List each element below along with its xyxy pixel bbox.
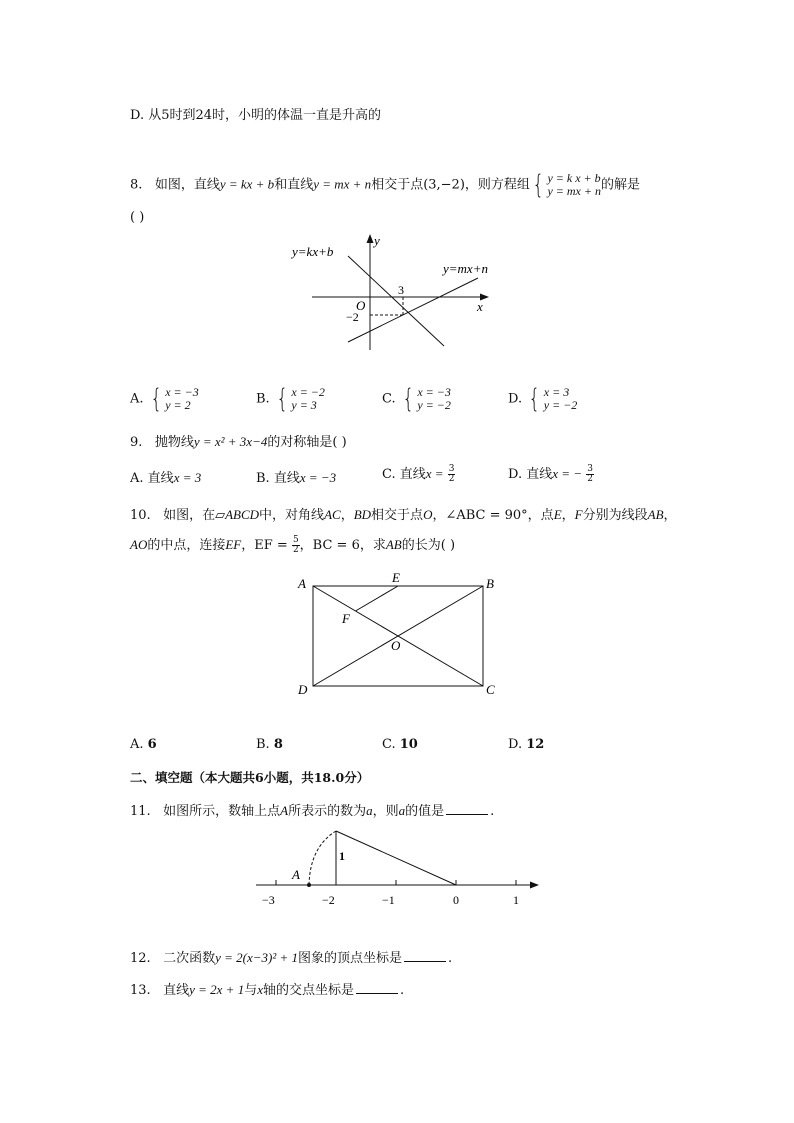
q10-segment-ef xyxy=(356,586,399,611)
q10-t1o: ， xyxy=(663,508,677,523)
q8-option-a-brace: { xyxy=(150,384,162,414)
q10-option-d xyxy=(508,737,544,752)
q10-t1l: F xyxy=(574,507,583,522)
q10-t1d: AC xyxy=(324,507,341,522)
q8-sys-eq1: y = k x + b xyxy=(547,171,601,185)
q8-label-line2: y=mx+n xyxy=(443,261,488,276)
section-score: 18.0 xyxy=(313,770,345,785)
section-title-a: 二、填空题（本大题共 xyxy=(130,770,256,785)
q8-option-c-eq1: x = −3 xyxy=(417,385,451,399)
q8-option-d-label: D. xyxy=(508,391,523,407)
q11-point: A xyxy=(280,803,289,818)
q10-option-d-value: 12 xyxy=(526,737,545,752)
q8-text-after: 的解是 xyxy=(600,177,640,193)
q8-option-d-eq1: x = 3 xyxy=(543,385,570,399)
q10-label-e: E xyxy=(392,570,400,585)
q10-t1e: ， xyxy=(340,508,354,523)
q10-label-c: C xyxy=(486,682,495,697)
q9-option-d-label: D. xyxy=(508,467,523,482)
q10-option-a xyxy=(130,737,157,752)
q10-t1i: ，∠ABC = 90°，点 xyxy=(432,508,554,523)
q8-option-c xyxy=(382,386,451,412)
q11-number-line-arrow xyxy=(530,882,539,889)
q9-option-b xyxy=(256,467,336,486)
q8-label-3: 3 xyxy=(398,283,404,297)
q9-stem xyxy=(130,431,347,450)
q10-option-c-label: C. xyxy=(382,737,396,752)
q11-number: 11. xyxy=(130,804,151,819)
q8-label-neg2: −2 xyxy=(346,310,359,324)
q11-text-b: 所表示的数为 xyxy=(288,804,367,819)
q12-number: 12. xyxy=(130,951,151,966)
q8-system xyxy=(547,172,601,198)
q8-option-b xyxy=(256,386,325,412)
q10-frac xyxy=(292,536,300,555)
q10-t2e: ，BC = 6，求 xyxy=(299,538,386,553)
q13-expr: y = 2x + 1 xyxy=(189,982,245,997)
q9-option-a-prefix: 直线 xyxy=(147,471,174,486)
q13-text-c: 轴的交点坐标是 xyxy=(263,983,355,998)
q11-stem xyxy=(130,800,494,819)
q11-tick-label-0: 0 xyxy=(453,893,459,907)
q9-text-before: 抛物线 xyxy=(154,435,194,450)
q10-option-a-value: 6 xyxy=(147,737,157,752)
q10-t1c: 中，对角线 xyxy=(259,508,325,523)
q8-line1: y = kx + b xyxy=(219,176,275,192)
q11-label-1: 1 xyxy=(339,849,345,863)
q10-t1m: 分别为线段 xyxy=(582,508,648,523)
q9-option-d-den: 2 xyxy=(587,474,593,484)
q10-t1g: 相交于点 xyxy=(371,508,424,523)
q8-option-b-eq2: y = 3 xyxy=(291,398,317,412)
q12-expr: y = 2(x−3)² + 1 xyxy=(215,950,299,965)
q11-dashed-arc xyxy=(309,831,336,885)
q11-text-d: 的值是 xyxy=(405,804,445,819)
q13-answer-blank[interactable] xyxy=(356,981,398,994)
q12-stem xyxy=(130,947,452,966)
q10-line2 xyxy=(130,534,455,557)
q8-stem xyxy=(130,172,640,198)
q11-text-c: ，则 xyxy=(372,804,399,819)
q10-t1b: ABCD xyxy=(225,507,260,522)
q9-text-after: 的对称轴是( ) xyxy=(267,435,347,450)
q8-label-x: x xyxy=(477,299,483,314)
q12-text-a: 二次函数 xyxy=(163,951,216,966)
q8-option-b-label: B. xyxy=(256,391,270,407)
q11-label-a: A xyxy=(292,867,300,882)
q9-option-b-prefix: 直线 xyxy=(273,471,300,486)
q10-frac-num: 5 xyxy=(292,535,299,545)
q8-line-mx-n xyxy=(348,278,478,342)
q7-option-d: D. 从5时到24时，小明的体温一直是升高的 xyxy=(130,108,382,123)
q10-t2g: 的长为( ) xyxy=(401,538,456,553)
q11-hypotenuse xyxy=(336,831,456,885)
q10-t1h: O xyxy=(423,507,433,522)
q9-option-c xyxy=(382,463,455,484)
q8-option-c-eq2: y = −2 xyxy=(417,398,451,412)
q8-sys-eq2: y = mx + n xyxy=(547,184,601,198)
q9-option-d xyxy=(508,463,594,484)
q11-text-a: 如图所示，数轴上点 xyxy=(163,804,281,819)
q13-var: x xyxy=(257,982,263,997)
q10-label-b: B xyxy=(486,576,494,591)
q10-label-d: D xyxy=(298,682,308,697)
q10-line1 xyxy=(130,504,677,523)
q13-text-a: 直线 xyxy=(163,983,190,998)
section-title-b: 小题，共 xyxy=(263,770,314,785)
q10-t1f: BD xyxy=(353,507,372,522)
q11-figure xyxy=(250,825,550,910)
q10-t1n: AB xyxy=(647,507,664,522)
q11-end: . xyxy=(490,804,495,819)
q13-text-b: 与 xyxy=(244,983,258,998)
q11-var: a xyxy=(366,803,373,818)
section-title-c: 分） xyxy=(344,770,370,785)
q9-option-c-den: 2 xyxy=(448,474,455,484)
q9-option-c-label: C. xyxy=(382,467,396,482)
q8-option-b-eq1: x = −2 xyxy=(291,385,325,399)
section-heading xyxy=(130,768,369,786)
q9-option-b-label: B. xyxy=(256,471,270,486)
q9-option-a-expr: x = 3 xyxy=(173,470,202,485)
q8-option-c-brace: { xyxy=(402,384,414,414)
q9-option-c-expr: x = xyxy=(425,466,444,481)
q8-line2: y = mx + n xyxy=(313,176,372,192)
q11-tick-label-neg1: −1 xyxy=(382,893,395,907)
q10-t2f: AB xyxy=(385,537,402,552)
q9-option-a xyxy=(130,467,201,486)
q9-option-c-frac xyxy=(448,465,456,484)
q10-t2c: EF xyxy=(225,537,242,552)
q8-option-a-eq2: y = 2 xyxy=(165,398,191,412)
q10-t2b: 的中点，连接 xyxy=(147,538,226,553)
q8-label-y: y xyxy=(374,233,380,248)
q12-text-b: 图象的顶点坐标是 xyxy=(298,951,403,966)
q13-end: . xyxy=(400,983,405,998)
q10-t2a: AO xyxy=(130,537,148,552)
q8-brace: { xyxy=(532,170,544,200)
q12-end: . xyxy=(448,951,453,966)
q9-option-a-label: A. xyxy=(130,471,144,486)
q10-frac-den: 2 xyxy=(292,545,299,555)
q8-figure xyxy=(280,228,510,353)
q9-option-d-prefix: 直线 xyxy=(526,467,553,482)
q10-label-o: O xyxy=(391,638,401,653)
q8-option-d xyxy=(508,386,577,412)
q10-t2d: ，EF = xyxy=(241,538,288,553)
q10-option-a-label: A. xyxy=(130,737,144,752)
q10-option-b xyxy=(256,737,283,752)
q9-expr: y = x² + 3x−4 xyxy=(193,434,268,449)
q8-option-a-eq1: x = −3 xyxy=(165,385,199,399)
q8-label-origin: O xyxy=(356,298,366,313)
q11-tick-label-neg2: −2 xyxy=(322,893,335,907)
q10-label-f: F xyxy=(342,611,350,626)
q10-option-c-value: 10 xyxy=(399,737,418,752)
q8-option-a xyxy=(130,386,199,412)
q8-option-d-eq2: y = −2 xyxy=(543,398,578,412)
q10-t1j: E xyxy=(553,507,562,522)
q8-mid2: 相交于点(3,−2)，则方程组 xyxy=(371,177,530,193)
q8-mid1: 和直线 xyxy=(274,177,314,193)
q8-paren: ( ) xyxy=(130,210,145,225)
q10-option-d-label: D. xyxy=(508,737,523,752)
q8-label-line1: y=kx+b xyxy=(292,244,334,259)
q10-figure xyxy=(290,568,510,698)
q10-option-c xyxy=(382,737,418,752)
q10-label-a: A xyxy=(298,576,306,591)
q11-tick-label-1: 1 xyxy=(513,893,519,907)
q9-option-d-num: 3 xyxy=(587,464,593,474)
q8-option-a-label: A. xyxy=(130,391,144,407)
q10-number: 10. xyxy=(130,508,151,523)
q13-stem xyxy=(130,979,404,998)
q9-option-c-prefix: 直线 xyxy=(399,467,426,482)
q11-var2: a xyxy=(398,803,406,818)
q8-option-c-label: C. xyxy=(382,391,396,407)
q8-option-d-brace: { xyxy=(528,384,541,414)
section-count: 6 xyxy=(255,770,264,785)
q9-option-d-expr: x = − xyxy=(552,466,583,481)
q10-t1a: 如图，在▱ xyxy=(163,508,226,523)
q9-option-b-expr: x = −3 xyxy=(299,470,337,485)
q12-answer-blank[interactable] xyxy=(404,949,446,962)
q11-tick-label-neg3: −3 xyxy=(262,893,275,907)
q10-option-b-label: B. xyxy=(256,737,270,752)
q9-number: 9. xyxy=(130,435,143,450)
q8-y-arrow xyxy=(367,234,374,243)
q10-option-b-value: 8 xyxy=(273,737,283,752)
q9-option-d-frac xyxy=(586,465,594,484)
q11-answer-blank[interactable] xyxy=(446,802,488,815)
q10-t1k: ， xyxy=(561,508,575,523)
q8-text-before: 如图，直线 xyxy=(154,177,220,193)
q11-point-a xyxy=(307,883,311,887)
q9-option-c-num: 3 xyxy=(448,464,455,474)
q8-option-b-brace: { xyxy=(276,384,288,414)
q8-number: 8. xyxy=(130,177,143,193)
q13-number: 13. xyxy=(130,983,151,998)
